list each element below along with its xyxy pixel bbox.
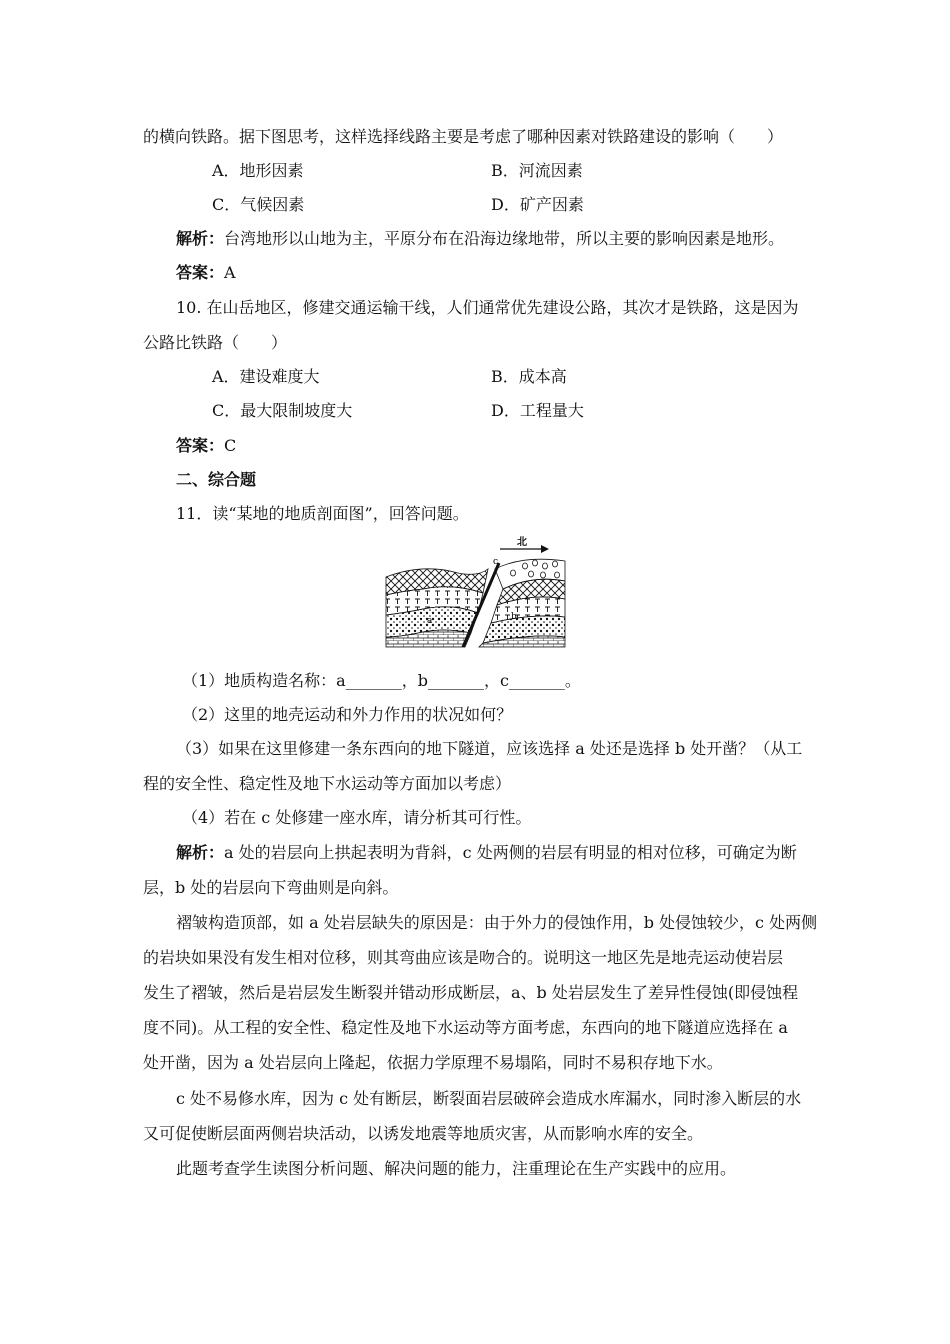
q10-stem-line2: 公路比铁路（ ） (143, 333, 288, 352)
q11-p3-line1: c 处不易修水库，因为 c 处有断层，断裂面岩层破碎会造成水库漏水，同时渗入断层的水 (176, 1089, 802, 1108)
q11-p2-line2: 的岩块如果没有发生相对位移，则其弯曲应该是吻合的。说明这一地区先是地壳运动使岩层 (143, 948, 784, 967)
q11-p2-line3: 发生了褶皱，然后是岩层发生断裂并错动形成断层，a、b 处岩层发生了差异性侵蚀(即侵蚀程 (143, 983, 799, 1002)
q9-option-a: A．地形因素 (212, 161, 304, 180)
answer-label: 答案： (176, 263, 225, 282)
analysis-text: a 处的岩层向上拱起表明为背斜，c 处两侧的岩层有明显的相对位移，可确定为断 (224, 843, 797, 862)
north-label: 北 (517, 537, 527, 548)
q9-answer (176, 263, 236, 283)
analysis-label: 解析： (176, 843, 225, 862)
q9-analysis (176, 229, 784, 249)
label-c: c (493, 557, 499, 567)
q10-stem-line1: 10. 在山岳地区，修建交通运输干线，人们通常优先建设公路，其次才是铁路，这是因为 (176, 298, 799, 317)
q10-option-c: C．最大限制坡度大 (212, 401, 353, 420)
answer-value: C (224, 436, 237, 455)
q10-option-b: B．成本高 (491, 367, 567, 386)
q11-sub3-line2: 程的安全性、稳定性及地下水运动等方面加以考虑） (143, 774, 512, 793)
q11-analysis-line1 (176, 843, 797, 863)
q11-p3-line2: 又可促使断层面两侧岩块活动，以诱发地震等地质灾害，从而影响水库的安全。 (143, 1124, 704, 1143)
answer-value: A (224, 263, 236, 282)
north-arrow-head (541, 545, 549, 553)
label-b: b (511, 612, 517, 622)
q11-sub3-line1: （3）如果在这里修建一条东西向的地下隧道，应该选择 a 处还是选择 b 处开凿？（从工 (176, 739, 803, 758)
q11-p2-line5: 处开凿，因为 a 处岩层向上隆起，依据力学原理不易塌陷，同时不易积存地下水。 (143, 1053, 723, 1072)
q11-p4: 此题考查学生读图分析问题、解决问题的能力，注重理论在生产实践中的应用。 (176, 1159, 737, 1178)
q11-p2-line1: 褶皱构造顶部，如 a 处岩层缺失的原因是：由于外力的侵蚀作用，b 处侵蚀较少，c 处两侧 (176, 913, 818, 932)
q10-answer (176, 436, 236, 456)
q11-sub2: （2）这里的地壳运动和外力作用的状况如何？ (182, 705, 513, 724)
q11-stem: 11．读“某地的地质剖面图”，回答问题。 (176, 504, 469, 523)
analysis-text: 台湾地形以山地为主，平原分布在沿海边缘地带，所以主要的影响因素是地形。 (224, 229, 785, 248)
q9-option-c: C．气候因素 (212, 195, 305, 214)
label-a: a (427, 616, 433, 626)
section-heading: 二、综合题 (176, 470, 257, 489)
q10-option-d: D．工程量大 (491, 401, 584, 420)
q11-analysis-line2: 层，b 处的岩层向下弯曲则是向斜。 (143, 878, 399, 897)
q9-option-d: D．矿产因素 (491, 195, 584, 214)
q11-p2-line4: 度不同)。从工程的安全性、稳定性及地下水运动等方面考虑，东西向的地下隧道应选择在 a (143, 1018, 788, 1037)
q11-sub4: （4）若在 c 处修建一座水库，请分析其可行性。 (182, 808, 532, 827)
geologic-cross-section-figure (383, 533, 567, 649)
q10-option-a: A．建设难度大 (212, 367, 320, 386)
analysis-label: 解析： (176, 229, 225, 248)
q9-option-b: B．河流因素 (491, 161, 583, 180)
q11-sub1: （1）地质构造名称：a_______，b_______，c_______。 (182, 671, 581, 690)
answer-label: 答案： (176, 436, 225, 455)
q9-stem-tail: 的横向铁路。据下图思考，这样选择线路主要是考虑了哪种因素对铁路建设的影响（ ） (143, 127, 784, 146)
